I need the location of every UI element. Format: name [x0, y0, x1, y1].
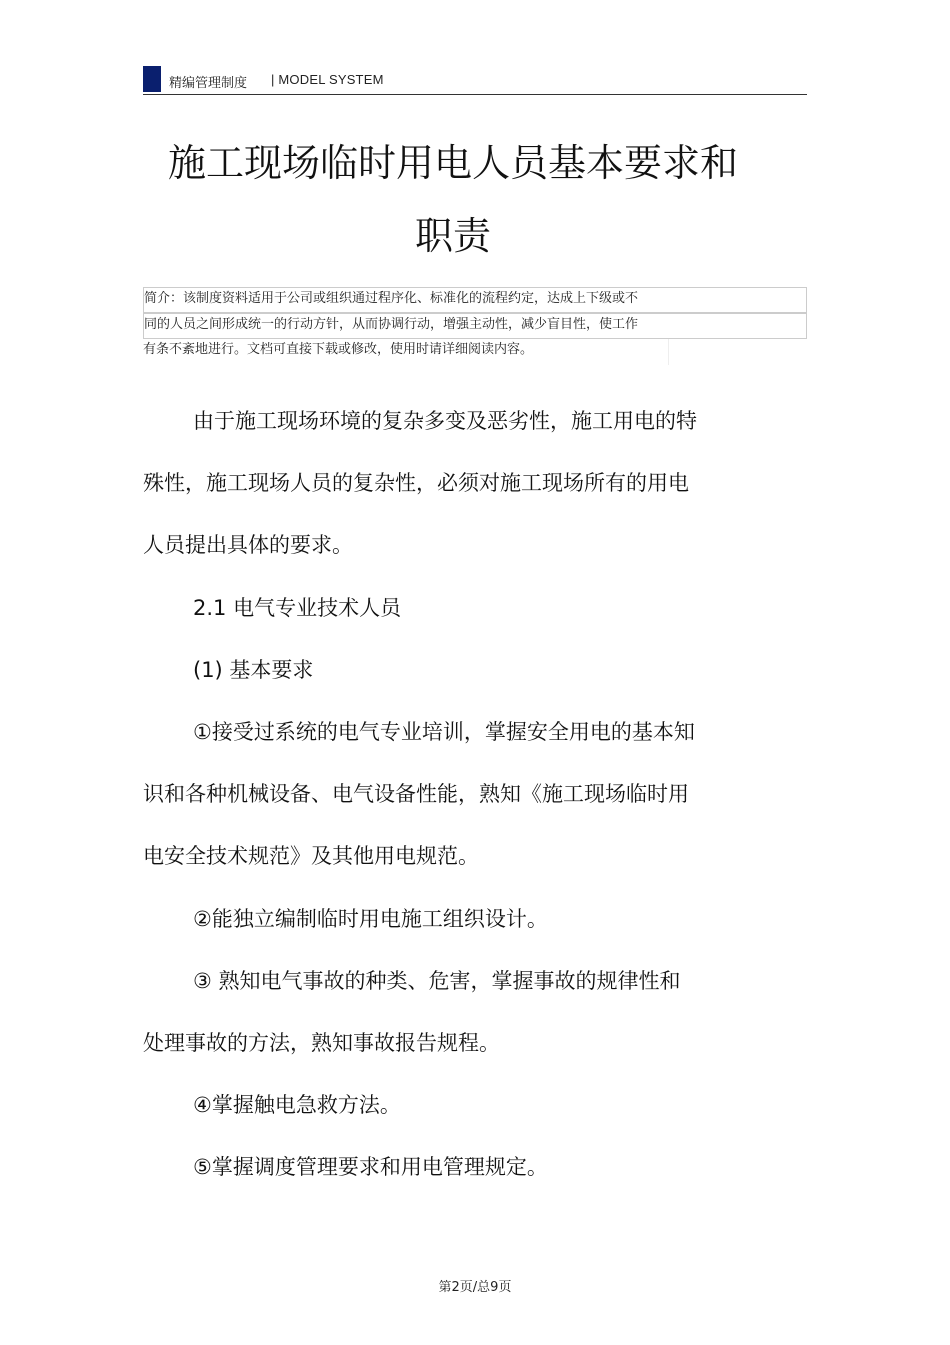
summary-line-2: 同的人员之间形成统一的行动方针，从而协调行动，增强主动性，减少盲目性，使工作	[143, 313, 807, 339]
item-1-line-1: ①接受过系统的电气专业培训，掌握安全用电的基本知	[193, 720, 695, 744]
paragraph-1-line-3: 人员提出具体的要求。	[143, 533, 353, 557]
header-system: | MODEL SYSTEM	[271, 72, 384, 87]
summary-line-1: 简介：该制度资料适用于公司或组织通过程序化、标准化的流程约定，达成上下级或不	[143, 287, 807, 313]
subsection-heading: (1) 基本要求	[193, 658, 314, 682]
summary-box	[143, 287, 807, 365]
item-3-line-2: 处理事故的方法，熟知事故报告规程。	[143, 1031, 500, 1055]
item-3-line-1: ③ 熟知电气事故的种类、危害，掌握事故的规律性和	[193, 969, 681, 993]
header-brand: 精编管理制度	[169, 76, 248, 91]
document-title-line2: 职责	[414, 214, 491, 258]
paragraph-1-line-1: 由于施工现场环境的复杂多变及恶劣性，施工用电的特	[193, 409, 697, 433]
paragraph-1-line-2: 殊性，施工现场人员的复杂性，必须对施工现场所有的用电	[143, 471, 689, 495]
logo	[143, 66, 161, 92]
item-4: ④掌握触电急救方法。	[193, 1093, 401, 1117]
document-title-line1: 施工现场临时用电人员基本要求和	[167, 141, 738, 185]
item-1-line-3: 电安全技术规范》及其他用电规范。	[143, 844, 479, 868]
page-header	[143, 66, 807, 95]
item-5: ⑤掌握调度管理要求和用电管理规定。	[193, 1155, 548, 1179]
page-number: 第2页/总9页	[438, 1280, 512, 1295]
summary-line-3: 有条不紊地进行。文档可直接下载或修改，使用时请详细阅读内容。	[143, 339, 669, 365]
item-1-line-2: 识和各种机械设备、电气设备性能，熟知《施工现场临时用	[143, 782, 689, 806]
item-2: ②能独立编制临时用电施工组织设计。	[193, 907, 548, 931]
section-heading: 2.1 电气专业技术人员	[193, 596, 402, 620]
